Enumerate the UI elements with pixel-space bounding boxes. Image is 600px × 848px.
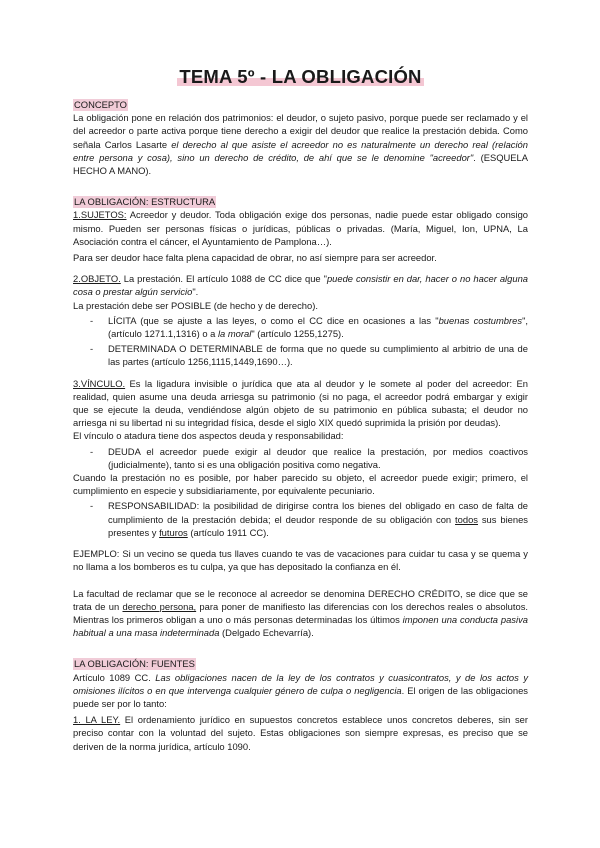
fuentes-quote: Las obligaciones nacen de la ley de los contratos y cuasicontratos, y de los actos y omisiones ilícitos o en que intervenga cualquier género de culpa o negligencia — [73, 671, 529, 696]
licita-buenas-costumbres: buenas costumbres — [438, 314, 523, 326]
resp-text-b: sus bienes presentes y — [108, 513, 528, 538]
list-item-determinada — [73, 342, 528, 368]
facultad-italic: imponen una conducta pasiva habitual a una masa indeterminada — [73, 613, 528, 639]
resp-futuros: futuros — [159, 526, 188, 538]
fuentes-paragraph — [73, 671, 528, 711]
licita-text-a: LÍCITA (que se ajuste a las leyes, o como el CC dice en ocasiones a las " — [108, 314, 439, 326]
vinculo-label: 3.VÍNCULO. — [73, 377, 126, 389]
resp-text-a: RESPONSABILIDAD: la posibilidad de dirigirse contra los bienes del obligado en caso de falta de cumplimiento de la prestación debida; el deudor responde de su obligación con — [108, 500, 528, 525]
ejemplo-paragraph: EJEMPLO: Si un vecino se queda tus llaves cuando te vas de vacaciones para cuidar tu casa y se quema y no llama a los bomberos es tu culpa, ya que has depositado la confianza en él. — [73, 548, 528, 573]
sujetos-label: 1.SUJETOS: — [73, 209, 127, 221]
title-wrap — [73, 66, 528, 88]
fuentes-art: Artículo 1089 CC. — [73, 671, 156, 683]
vinculo-note: El vínculo o atadura tiene dos aspectos deuda y responsabilidad: — [73, 430, 344, 442]
resp-text-c: (artículo 1911 CC). — [187, 526, 269, 538]
sujetos-paragraph — [73, 208, 528, 248]
list-item-licita — [73, 314, 528, 340]
deuda-text: DEUDA el acreedor puede exigir al deudor que realice la prestación, por medios coactivos (judicialmente), tanto si es una obligación positiva como negativa. — [108, 445, 528, 470]
concepto-paragraph — [73, 111, 528, 177]
objeto-paragraph — [73, 272, 528, 298]
determinada-text: DETERMINADA O DETERMINABLE de forma que no quede su cumplimiento al arbitrio de una de las partes (artículo 1256,1115,1449,1690…). — [108, 343, 528, 368]
list-item-deuda — [73, 445, 528, 471]
section-heading-fuentes — [73, 657, 528, 670]
section-heading-concepto — [73, 98, 528, 111]
bullet-dash: - — [90, 445, 94, 457]
sujetos-note: Para ser deudor hace falta plena capacidad de obrar, no así siempre para ser acreedor. — [73, 252, 437, 264]
cuando-paragraph: Cuando la prestación no es posible, por haber parecido su objeto, el acreedor puede exigir; primero, el cumplimiento en especie y subsidiariamente, por equivalente pecuniario. — [73, 472, 528, 497]
ley-paragraph — [73, 713, 528, 753]
licita-la-moral: la moral — [217, 328, 252, 340]
document-page — [73, 66, 528, 753]
bullet-dash: - — [90, 343, 94, 355]
bullet-dash: - — [90, 500, 94, 512]
vinculo-paragraph — [73, 377, 528, 430]
vinculo-text: Es la ligadura invisible o jurídica que ata al deudor y le somete al poder del acreedor: En realidad, quien asume una deuda arriesga su patrimonio (si no paga, el acreedor podrá embargar y exigir que se ejecute la deuda, vendiéndose algún objeto de su patrimonio en pública subasta; el deudor no arriesga ni su libertad ni su integridad física, desde el siglo XIX quedó suprimida la prisión por deudas). — [73, 377, 528, 429]
facultad-text-a: La facultad de reclamar que se le reconoce al acreedor se denomina DERECHO CRÉDITO, se dice que se trata de un — [73, 587, 528, 612]
ley-text: El ordenamiento jurídico en supuestos concretos establece unos concretos deberes, sin ser preciso contar con la voluntad del sujeto. Estas obligaciones son siempre expresas, es preciso que se deriven de la norma jurídica, artículo 1090. — [73, 714, 528, 752]
facultad-derecho-persona: derecho persona, — [122, 600, 197, 612]
objeto-note: La prestación debe ser POSIBLE (de hecho y de derecho). — [73, 299, 318, 311]
facultad-text-c: (Delgado Echevarría). — [219, 627, 314, 639]
page-title: TEMA 5º - LA OBLIGACIÓN — [179, 66, 422, 87]
concepto-text-c: . (ESQUELA HECHO A MANO). — [73, 151, 528, 177]
resp-todos: todos — [455, 513, 478, 525]
objeto-text-c: ". — [192, 286, 199, 298]
list-item-responsabilidad — [73, 499, 528, 539]
facultad-paragraph — [73, 587, 528, 640]
concepto-quote: el derecho al que asiste el acreedor no es naturalmente un derecho real (relación entre persona y cosa), sino un derecho de crédito, de ahí que se le denomine "acreedor" — [73, 138, 528, 163]
sujetos-text: Acreedor y deudor. Toda obligación exige dos personas, nadie puede estar obligado consigo mismo. Pueden ser personas físicas o jurídicas, públicas o privadas. (María, Miguel, Ion, UPNA, La Asociación contra el cáncer, el Ayuntamiento de Pamplona…). — [73, 209, 528, 247]
ley-label: 1. LA LEY. — [73, 714, 121, 726]
licita-text-e: " (artículo 1255,1275). — [251, 328, 344, 340]
objeto-quote: puede consistir en dar, hacer o no hacer alguna cosa o prestar algún servicio — [73, 273, 528, 298]
bullet-dash: - — [90, 314, 94, 326]
heading-fuentes: LA OBLIGACIÓN: FUENTES — [74, 658, 195, 670]
objeto-label: 2.OBJETO. — [73, 273, 121, 285]
heading-concepto: CONCEPTO — [74, 99, 127, 110]
licita-text-c: ", (artículo 1271.1,1316) o a — [108, 314, 528, 340]
fuentes-text-b: . El origen de las obligaciones puede ser por lo tanto: — [73, 684, 528, 709]
facultad-text-b: para poner de manifiesto las diferencias con los derechos reales o absolutos. Mientras los primeros obligan a uno o más personas determinadas los últimos — [73, 600, 528, 625]
concepto-text-a: La obligación pone en relación dos patrimonios: el deudor, o sujeto pasivo, porque puede ser reclamado y el del acreedor o parte activa porque tiene derecho a exigir del deudor que realice la prestación debida. Como señala Carlos Lasarte — [73, 112, 528, 150]
section-heading-estructura — [73, 195, 528, 208]
heading-estructura: LA OBLIGACIÓN: ESTRUCTURA — [74, 196, 216, 208]
objeto-text-a: La prestación. El artículo 1088 de CC dice que " — [120, 273, 327, 285]
